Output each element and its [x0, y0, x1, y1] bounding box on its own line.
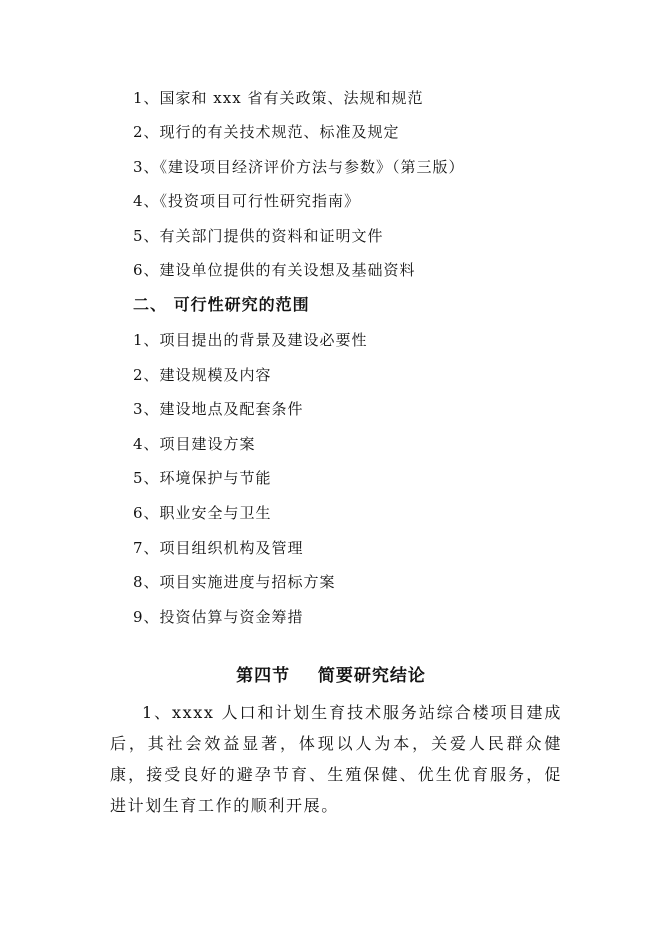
conclusion-paragraph: 1、xxxx 人口和计划生育技术服务站综合楼项目建成后，其社会效益显著，体现以人为本，关爱人民群众健康，接受良好的避孕节育、生殖保健、优生优育服务，促进计划生育工作的顺利开展。	[110, 703, 562, 815]
basis-item-4: 4、《投资项目可行性研究指南》	[133, 192, 361, 210]
basis-item-2: 2、现行的有关技术规范、标准及规定	[133, 123, 400, 141]
scope-item-6: 6、职业安全与卫生	[133, 504, 272, 522]
scope-item-4: 4、项目建设方案	[133, 435, 256, 453]
scope-item-8: 8、项目实施进度与招标方案	[133, 573, 336, 591]
basis-item-1: 1、国家和 xxx 省有关政策、法规和规范	[133, 89, 424, 107]
scope-item-1: 1、项目提出的背景及建设必要性	[133, 331, 368, 349]
section-title-conclusion: 第四节 简要研究结论	[236, 666, 426, 686]
section-heading-scope: 二、 可行性研究的范围	[133, 295, 310, 314]
scope-item-7: 7、项目组织机构及管理	[133, 539, 304, 557]
scope-item-3: 3、建设地点及配套条件	[133, 400, 304, 418]
basis-item-6: 6、建设单位提供的有关设想及基础资料	[133, 261, 416, 279]
basis-item-3: 3、《建设项目经济评价方法与参数》（第三版）	[133, 158, 465, 176]
scope-item-9: 9、投资估算与资金筹措	[133, 608, 304, 626]
scope-item-5: 5、环境保护与节能	[133, 469, 272, 487]
basis-item-5: 5、有关部门提供的资料和证明文件	[133, 227, 384, 245]
scope-item-2: 2、建设规模及内容	[133, 366, 272, 384]
